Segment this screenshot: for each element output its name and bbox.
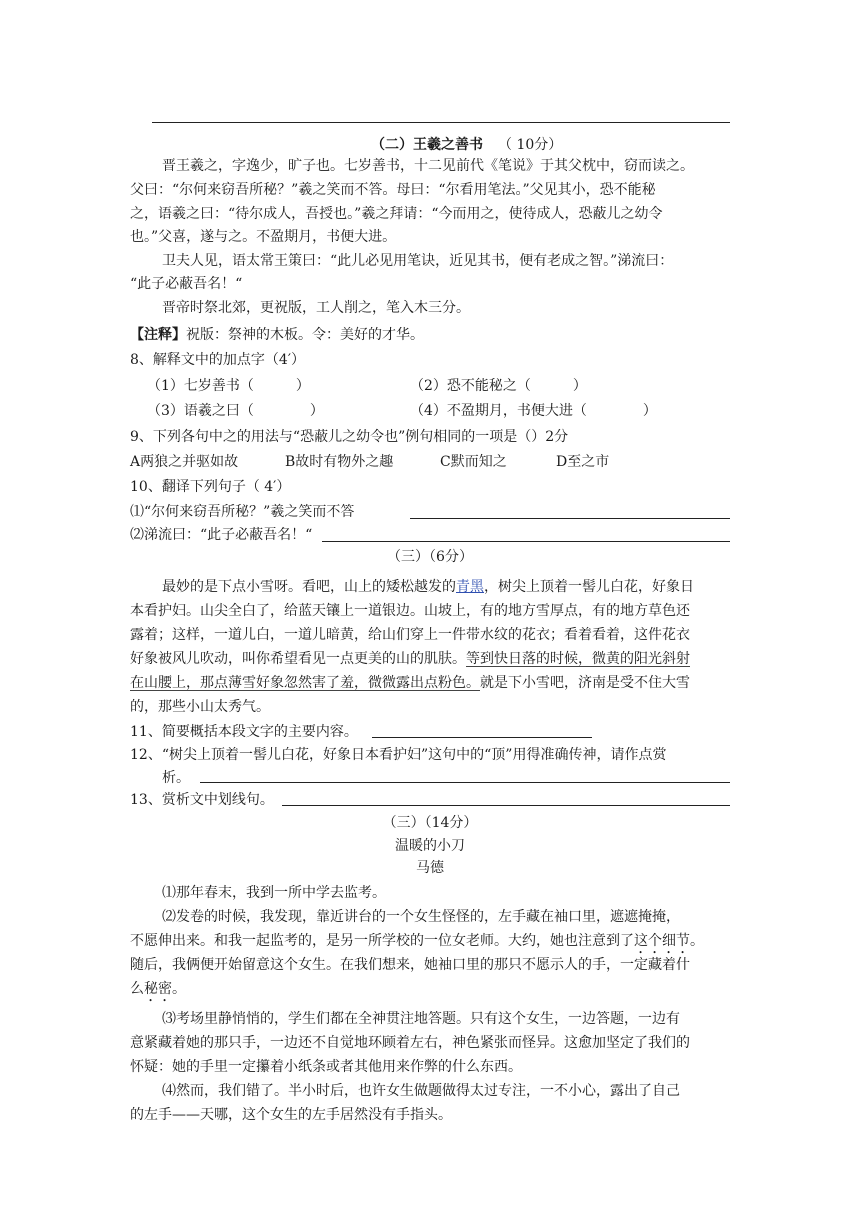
story-p1: ⑴那年春末，我到一所中学去监考。 [162,885,386,901]
q8-item-4: （4）不盈期月，书便大进（ ） [410,403,657,419]
section3a-line3: 露着；这样，一道儿白，一道儿暗黄，给山们穿上一件带水纹的花衣；看着看着，这件花衣 [130,627,690,643]
question-10: 10、翻译下列句子（ 4′） [130,479,291,495]
story-p3-line3: 怀疑：她的手里一定攥着小纸条或者其他用来作弊的什么东西。 [130,1059,522,1075]
q12-answer-line[interactable] [200,782,730,783]
q9-option-d: D至之市 [556,454,610,470]
note [130,325,424,345]
note-text: 祝版：祭神的木板。令：美好的才华。 [186,327,424,343]
section3a-line1-rest: ，树尖上顶着一髻儿白花，好象日 [484,579,694,595]
section3a-line5 [130,673,690,693]
question-8: 8、解释文中的加点字（4′） [130,352,305,368]
q9-option-a: A两狼之并驱如故 [130,454,239,470]
q8-item-2: （2）恐不能秘之（ ） [410,378,587,394]
q10-item-2: ⑵涕流曰：“此子必蔽吾名！“ [130,527,313,543]
q10-item-1: ⑴“尔何来窃吾所秘？”羲之笑而不答 [130,504,355,520]
section2-score: （ 10分） [498,137,563,153]
section3a-line1 [162,577,694,597]
story-p2-line2 [130,931,704,957]
dotted-word-detail: 这个细节 [634,933,690,949]
section2-p2-line2: “此子必蔽吾名！“ [130,276,243,292]
underlined-sentence-part2: 在山腰上，那点薄雪好象忽然害了羞，微微露出点粉色。 [130,675,480,691]
story-author: 马德 [416,860,444,876]
underlined-sentence-part1: 等到快日落的时候，微黄的阳光斜射 [466,651,690,667]
section2-title: （二）王羲之善书 [371,137,483,153]
question-9: 9、下列各句中之的用法与“恐蔽儿之幼令也”例句相同的一项是（）2分 [130,429,569,445]
section3a-line4 [130,649,690,669]
story-p4-line1: ⑷然而，我们错了。半小时后，也许女生做题做得太过专注，一不小心，露出了自己 [162,1083,680,1099]
story-p2-line4-text: 么 [130,981,144,997]
section2-p3: 晋帝时祭北郊，更祝版，工人削之，笔入木三分。 [162,300,470,316]
story-p4-line2: 的左手——天哪，这个女生的左手居然没有手指头。 [130,1107,452,1123]
section3a-line2: 本看护妇。山尖全白了，给蓝天镶上一道银边。山坡上，有的地方雪厚点，有的地方草色还 [130,603,690,619]
q9-option-c: C默而知之 [440,454,507,470]
section3a-title: （三）（6分） [387,549,473,565]
link-qinghei[interactable]: 青黑 [456,579,484,595]
section2-p1-line4: 也。”父喜，遂与之。不盈期月，书便大进。 [130,229,397,245]
story-title: 温暖的小刀 [395,838,465,854]
section2-p1-line3: 之，语羲之曰：“待尔成人，吾授也。”羲之拜请：“今而用之，使待成人，恐蔽儿之幼令 [130,206,663,222]
q8-item-1: （1）七岁善书（ ） [147,378,310,394]
story-p2-line4 [130,979,186,1005]
question-12-line2: 析。 [162,770,190,786]
q9-option-b: B故时有物外之趣 [285,454,394,470]
section2-p2-line1: 卫夫人见，语太常王策曰：“此儿必见用笔诀，近见其书，便有老成之智。”涕流曰： [162,253,674,269]
section3a-line4-text: 好象被风儿吹动，叫你希望看见一点更美的山的肌肤。 [130,651,466,667]
section3a-line5-rest: 就是下小雪吧，济南是受不住大雪 [480,675,690,691]
section3a-line6: 的，那些小山太秀气。 [130,699,270,715]
q11-answer-line[interactable] [372,737,592,738]
story-p2-line4-end: 。 [172,981,186,997]
q8-item-3: （3）语羲之曰（ ） [147,403,324,419]
section2-p1-line1: 晋王羲之，字逸少，旷子也。七岁善书，十二见前代《笔说》于其父枕中，窃而读之。 [162,158,694,174]
question-11: 11、简要概括本段文字的主要内容。 [130,724,358,740]
header-rule [152,122,730,123]
section3a-line1-text: 最妙的是下点小雪呀。看吧，山上的矮松越发的 [162,579,456,595]
story-p2-line1: ⑵发卷的时候，我发现，靠近讲台的一个女生怪怪的，左手藏在袖口里，遮遮掩掩， [162,909,680,925]
story-p2-line2-end: 。 [690,933,704,949]
story-p3-line2: 意紧藏着她的那只手，一边还不自觉地环顾着左右，神色紧张而怪异。这愈加坚定了我们的 [130,1035,690,1051]
question-13: 13、赏析文中划线句。 [130,792,274,808]
q13-answer-line[interactable] [282,805,730,806]
story-p2-line3: 随后，我俩便开始留意这个女生。在我们想来，她袖口里的那只不愿示人的手，一定藏着什 [130,957,690,973]
story-p2-line2-text: 不愿伸出来。和我一起监考的，是另一所学校的一位女老师。大约，她也注意到了 [130,933,634,949]
story-p3-line1: ⑶考场里静悄悄的，学生们都在全神贯注地答题。只有这个女生，一边答题，一边有 [162,1011,680,1027]
dotted-word-secret: 秘密 [144,981,172,997]
section2-p1-line2: 父曰：“尔何来窃吾所秘？”羲之笑而不答。母曰：“尔看用笔法。”父见其小，恐不能秘 [130,182,656,198]
question-12-line1: 12、“树尖上顶着一髻儿白花，好象日本看护妇”这句中的“顶”用得准确传神，请作点赏 [130,747,667,763]
section3b-title: （三）（14分） [382,815,478,831]
q10-answer-line-2[interactable] [322,541,730,542]
note-label: 【注释】 [130,327,186,343]
q10-answer-line-1[interactable] [410,518,730,519]
